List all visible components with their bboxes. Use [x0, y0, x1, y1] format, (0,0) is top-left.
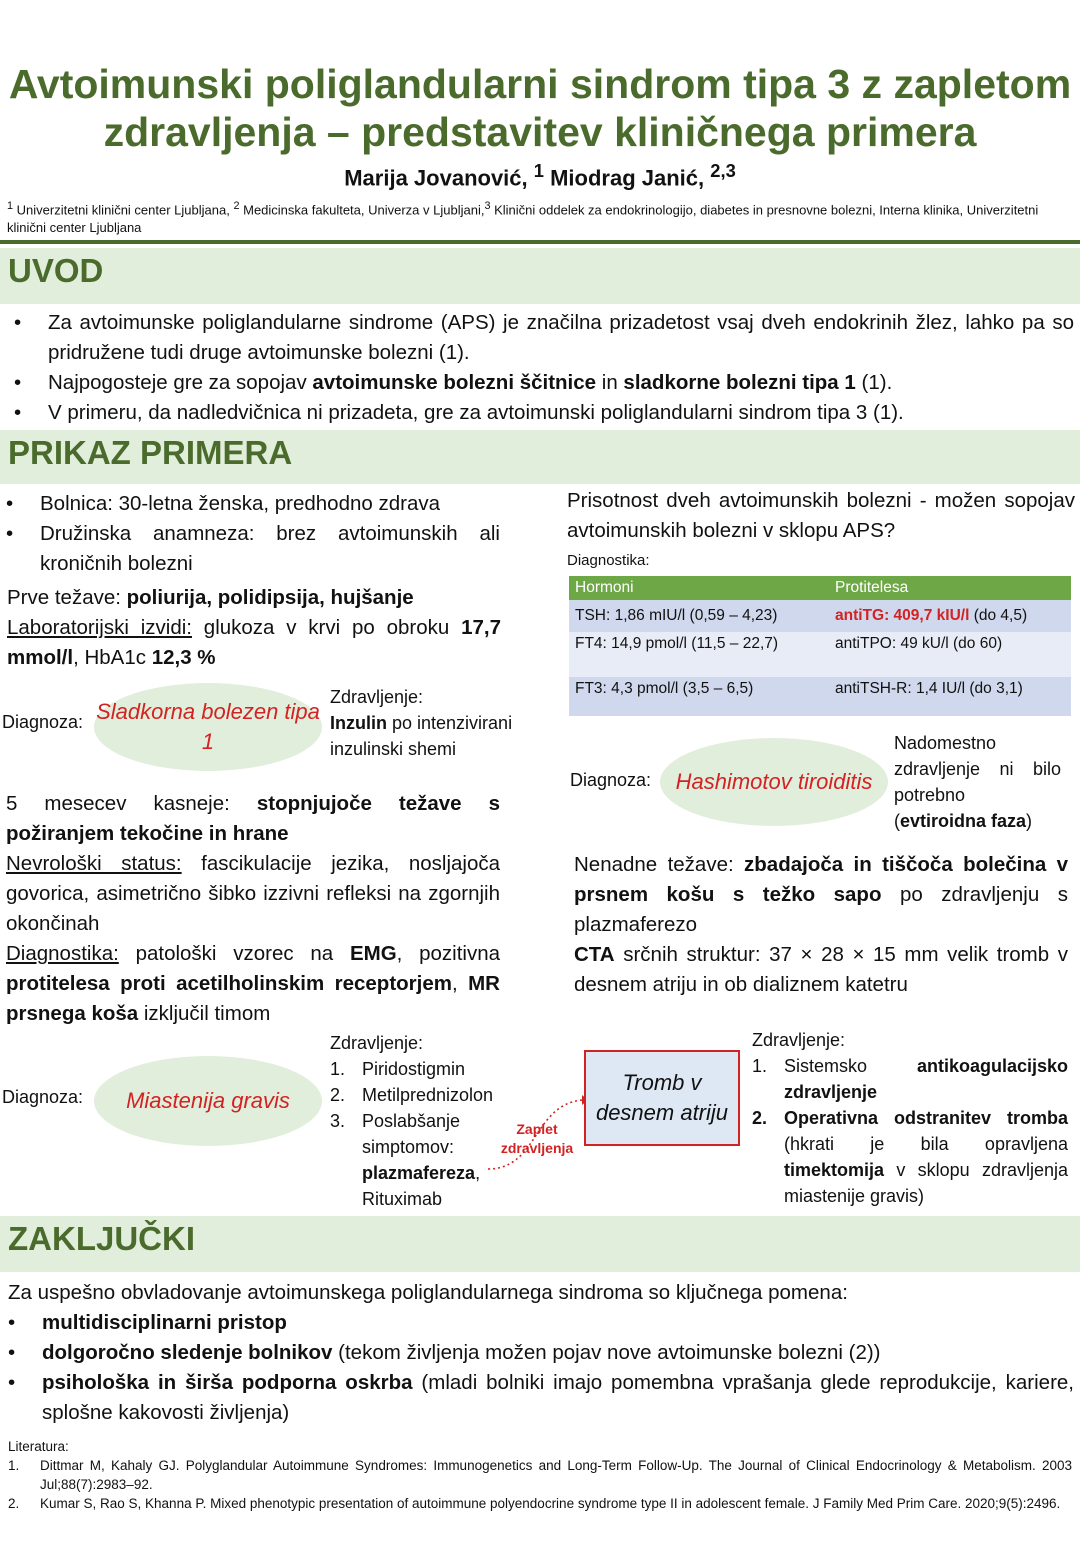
uvod-bullet-3: • V primeru, da nadledvičnica ni prizadeta, gre za avtoimunski poliglandularni sindrom tipa 3 (1).: [8, 398, 1074, 428]
section-zakljucki-bar: [0, 1216, 1080, 1272]
treatment-1: Zdravljenje: Inzulin po intenzivirani inzulinski shemi: [330, 687, 513, 759]
case-list: [0, 489, 500, 579]
treatment-2: Zdravljenje: 1. Piridostigmin 2. Metilprednizolon 3. Poslabšanje simptomov: plazmafereza, Rituximab: [330, 1030, 525, 1212]
uvod-list: [8, 308, 1074, 428]
complication-label: Zaplet zdravljenja: [500, 1121, 574, 1156]
aps-question: Prisotnost dveh avtoimunskih bolezni - možen sopojav avtoimunskih bolezni v sklopu APS?: [567, 489, 1075, 542]
table-header-antibodies: Protitelesa: [835, 579, 909, 596]
case-patient: • Bolnica: 30-letna ženska, predhodno zdrava: [0, 489, 500, 519]
affil-sup-1: 1: [7, 200, 14, 212]
section-uvod-bar: [0, 248, 1080, 304]
treatment-3-item-2: 2. Operativna odstranitev tromba (hkrati je bila opravljena timektomija v sklopu zdravljenja miastenije gravis): [752, 1108, 1068, 1206]
conclusion-1: • multidisciplinarni pristop: [2, 1308, 1074, 1338]
poster-title: [0, 60, 1080, 156]
section-uvod-heading: UVOD: [8, 252, 104, 289]
author-2-affil: 2,3: [710, 160, 736, 181]
affiliations: [7, 197, 1075, 237]
diagnosis-1-oval: Sladkorna bolezen tipa 1: [94, 683, 322, 771]
conclusion-3: • psihološka in širša podporna oskrba (mladi bolniki imajo pomembna vprašanja glede reprodukcije, kariere, splošne kakovosti življenja): [2, 1368, 1074, 1428]
diagnostika-label: Diagnostika:: [567, 552, 650, 569]
reference-item: 1. Dittmar M, Kahaly GJ. Polyglandular Autoimmune Syndromes: Immunogenetics and Long-Term Follow-Up. The Journal of Clinical Endocrinology & Metabolism. 2003 Jul;88(7):2983–92.: [8, 1458, 1072, 1492]
diagnosis-2-oval: Miastenija gravis: [94, 1056, 322, 1146]
references-list: [8, 1456, 1072, 1513]
diagnosis-1-label: Diagnoza:: [2, 712, 84, 732]
table-header-row: [569, 576, 1071, 600]
treatment-2-item-1: 1. Piridostigmin: [330, 1059, 466, 1079]
author-2: Miodrag Janić,: [550, 165, 705, 191]
case-family-history: • Družinska anamneza: brez avtoimunskih ali kroničnih bolezni: [0, 519, 500, 579]
header-divider: [0, 240, 1080, 244]
section-zakljucki-heading: ZAKLJUČKI: [8, 1220, 195, 1257]
conclusions-list: [2, 1308, 1074, 1428]
conclusion-2: • dolgoročno sledenje bolnikov (tekom življenja možen pojav nove avtoimunske bolezni (2)): [2, 1338, 1074, 1368]
reference-item: 2. Kumar S, Rao S, Khanna P. Mixed phenotypic presentation of autoimmune polyendocrine syndrome type II in adolescent female. J Family Med Prim Care. 2020;9(5):2496.: [8, 1496, 1061, 1511]
affil-sup-2: 2: [233, 200, 240, 212]
treatment-2-item-2: 2. Metilprednizolon: [330, 1085, 494, 1105]
diagnosis-3-oval: Hashimotov tiroiditis: [660, 738, 888, 826]
section-prikaz-heading: PRIKAZ PRIMERA: [8, 434, 293, 471]
table-row: FT4: 14,9 pmol/l (11,5 – 22,7) antiTPO: 49 kU/l (do 60): [569, 632, 1071, 677]
affil-2: Medicinska fakulteta, Univerza v Ljubljani,: [243, 202, 485, 218]
treatment-3: Zdravljenje: 1. Sistemsko antikoagulacijsko zdravljenje 2. Operativna odstranitev tromba (hkrati je bila opravljena timektomija v sklopu zdravljenja miastenije gravis): [752, 1027, 1068, 1209]
case-sudden: Nenadne težave: zbadajoča in tiščoča bolečina v prsnem košu s težko sapo po zdravljenju s plazmaferezo CTA srčnih struktur: 37 × 28 × 15 mm velik tromb v desnem atriju in ob dializnem katetru: [574, 853, 1069, 996]
case-later: 5 mesecev kasneje: stopnjujoče težave s požiranjem tekočine in hrane Nevrološki status: fascikulacije jezika, nosljajoča govorica, asimetrično šibko izzivni refleksi na zgornjih okončinah Diagnostika: patološki vzorec na EMG, pozitivna protitelesa proti acetilholinskim receptorjem, MR prsnega koša izključil timom: [6, 792, 501, 1025]
case-first-symptoms: Prve težave: poliurija, polidipsija, hujšanje Laboratorijski izvidi: glukoza v krvi po obroku 17,7 mmol/l, HbA1c 12,3 %: [7, 586, 501, 669]
replacement-note: Nadomestno zdravljenje ni bilo potrebno (evtiroidna faza): [894, 733, 1061, 831]
thrombus-box: Tromb v desnem atriju: [584, 1050, 740, 1146]
uvod-bullet-2: • Najpogosteje gre za sopojav avtoimunske bolezni ščitnice in sladkorne bolezni tipa 1 (1).: [8, 368, 1074, 398]
section-prikaz-bar: [0, 430, 1080, 484]
diagnosis-3-label: Diagnoza:: [570, 770, 652, 790]
title-line-1: Avtoimunski poliglandularni sindrom tipa 3 z zapletom: [8, 61, 1072, 107]
treatment-2-item-3: 3. Poslabšanje simptomov: plazmafereza, Rituximab: [330, 1111, 481, 1209]
diagnosis-2-label: Diagnoza:: [2, 1087, 84, 1107]
conclusions-intro: Za uspešno obvladovanje avtoimunskega poliglandularnega sindroma so ključnega pomena:: [8, 1281, 848, 1304]
author-1: Marija Jovanović,: [344, 165, 528, 191]
references-label: Literatura:: [8, 1439, 69, 1454]
complication-arrow: [478, 1085, 588, 1175]
table-header-hormones: Hormoni: [575, 579, 634, 596]
author-1-affil: 1: [533, 160, 544, 181]
treatment-3-item-1: 1. Sistemsko antikoagulacijsko zdravljenje: [752, 1056, 1068, 1102]
uvod-bullet-1: • Za avtoimunske poliglandularne sindrome (APS) je značilna prizadetost vsaj dveh endokrinih žlez, lahko pa so pridružene tudi druge avtoimunske bolezni (1).: [8, 308, 1074, 368]
authors: [0, 160, 1080, 191]
affil-3: Klinični oddelek za endokrinologijo, diabetes in presnovne bolezni, Interna klinika, Univerzitetni klinični center Ljubljana: [7, 202, 1039, 236]
table-row: FT3: 4,3 pmol/l (3,5 – 6,5) antiTSH-R: 1,4 IU/l (do 3,1): [569, 677, 1071, 716]
thyroid-lab-table: [569, 576, 1071, 716]
affil-sup-3: 3: [484, 200, 491, 212]
title-line-2: zdravljenja – predstavitev kliničnega primera: [103, 109, 977, 155]
affil-1: Univerzitetni klinični center Ljubljana,: [16, 202, 230, 218]
table-row: TSH: 1,86 mIU/l (0,59 – 4,23) antiTG: 409,7 kIU/l (do 4,5): [569, 600, 1071, 632]
